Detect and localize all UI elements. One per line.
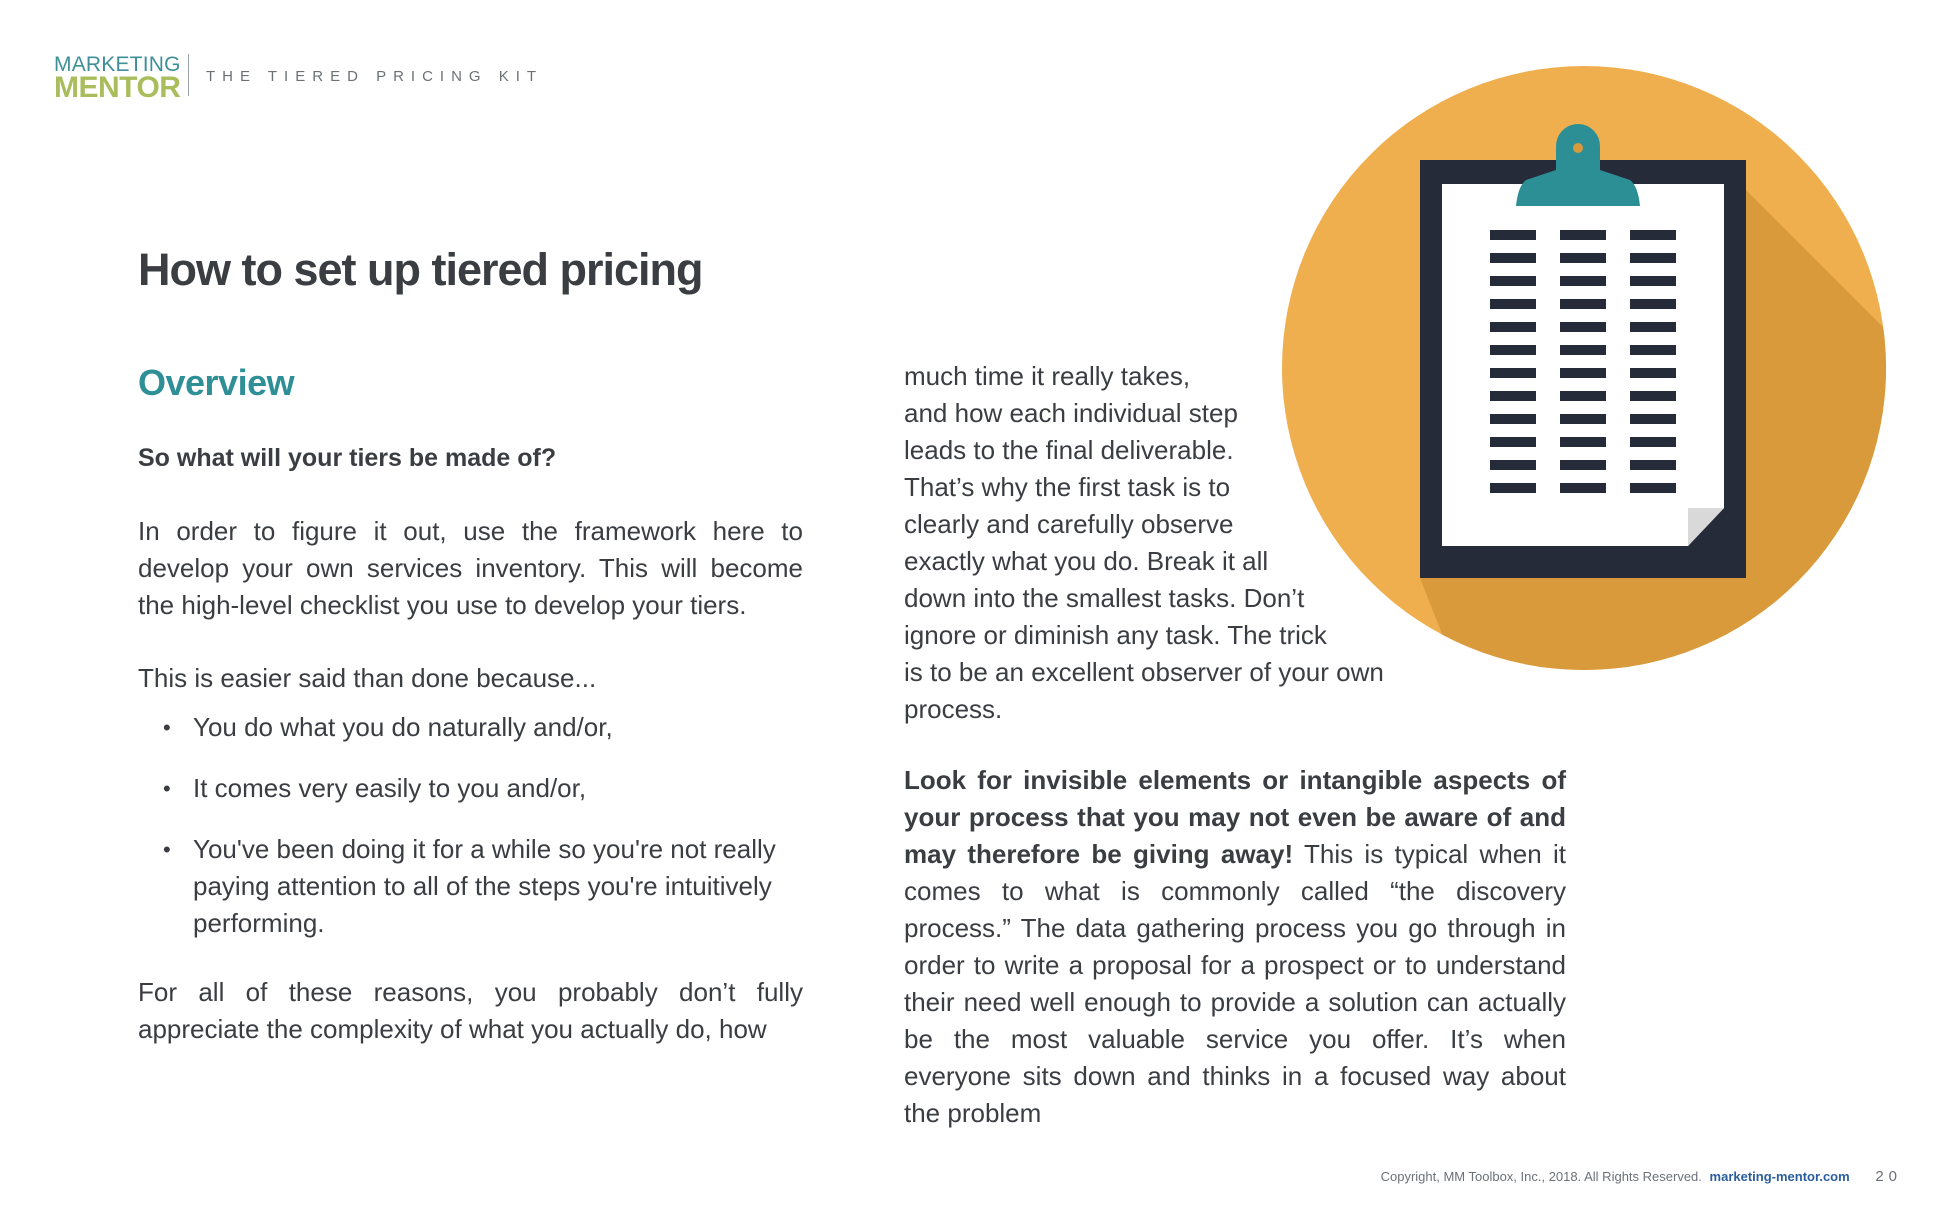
page-title: How to set up tiered pricing [138, 244, 703, 295]
text-line: is to be an excellent observer of your own [904, 657, 1384, 687]
checklist-line [1560, 345, 1606, 355]
checklist-line [1630, 276, 1676, 286]
text-line: leads to the final deliverable. [904, 435, 1234, 465]
checklist-line [1490, 460, 1536, 470]
page-number: 20 [1875, 1168, 1902, 1185]
checklist-line [1630, 322, 1676, 332]
checklist-line [1490, 230, 1536, 240]
checklist-line [1630, 345, 1676, 355]
framework-paragraph: In order to figure it out, use the framework here to develop your own services inventory. This will become the high-level checklist you use to develop your tiers. [138, 516, 803, 620]
checklist-line [1490, 322, 1536, 332]
copyright-text: Copyright, MM Toolbox, Inc., 2018. All Rights Reserved. [1380, 1169, 1702, 1184]
marketing-mentor-logo [54, 54, 181, 103]
list-item: • You do what you do naturally and/or, [138, 709, 803, 746]
checklist-line [1560, 276, 1606, 286]
checklist-line [1630, 253, 1676, 263]
checklist-line [1560, 230, 1606, 240]
checklist-line [1630, 483, 1676, 493]
bold-lead: Look for invisible elements or intangible aspects of your process that you may not even be aware of and may therefore be giving away! [904, 765, 1566, 869]
website-link[interactable]: marketing-mentor.com [1709, 1169, 1850, 1184]
checklist-line [1630, 414, 1676, 424]
checklist-line [1630, 368, 1676, 378]
checklist-line [1560, 437, 1606, 447]
checklist-line [1560, 299, 1606, 309]
checklist-line [1490, 345, 1536, 355]
footer [1381, 1168, 1902, 1185]
logo-line-marketing: MARKETING [54, 53, 181, 76]
clipboard-icon [1282, 66, 1886, 670]
right-column-bottom [904, 762, 1566, 1132]
reasons-list [138, 709, 803, 942]
checklist-line [1630, 299, 1676, 309]
checklist-line [1490, 253, 1536, 263]
header-divider [188, 54, 189, 96]
text-line: ignore or diminish any task. The trick [904, 620, 1327, 650]
invisible-elements-paragraph [904, 762, 1566, 1132]
text-line: exactly what you do. Break it all [904, 546, 1269, 576]
text-line: clearly and carefully observe [904, 509, 1234, 539]
reasons-paragraph: For all of these reasons, you probably don’t fully appreciate the complexity of what you actually do, how [138, 977, 803, 1044]
checklist-line [1630, 460, 1676, 470]
text-line: much time it really takes, [904, 361, 1191, 391]
text-line: That’s why the first task is to [904, 472, 1231, 502]
section-title-overview: Overview [138, 362, 295, 403]
list-item: • You've been doing it for a while so you're not really paying attention to all of the steps you're intuitively performing. [138, 831, 803, 942]
checklist-line [1630, 391, 1676, 401]
list-item: • It comes very easily to you and/or, [138, 770, 803, 807]
checklist-line [1630, 437, 1676, 447]
checklist-line [1490, 483, 1536, 493]
checklist-line [1560, 414, 1606, 424]
checklist-line [1490, 391, 1536, 401]
checklist-line [1560, 391, 1606, 401]
checklist-line [1490, 299, 1536, 309]
text-line: and how each individual step [904, 398, 1238, 428]
kit-title: THE TIERED PRICING KIT [206, 68, 544, 85]
checklist-line [1490, 276, 1536, 286]
checklist-line [1490, 368, 1536, 378]
checklist-line [1560, 368, 1606, 378]
checklist-line [1560, 460, 1606, 470]
text-line: process. [904, 694, 1003, 724]
checklist-line [1490, 437, 1536, 447]
checklist-line [1630, 230, 1676, 240]
checklist-line [1490, 414, 1536, 424]
logo-line-mentor: MENTOR [54, 71, 181, 104]
checklist-line [1560, 253, 1606, 263]
checklist-line [1560, 483, 1606, 493]
tiers-question: So what will your tiers be made of? [138, 444, 557, 472]
easier-said-paragraph: This is easier said than done because... [138, 663, 597, 693]
text-line: down into the smallest tasks. Don’t [904, 583, 1305, 613]
left-column [138, 440, 803, 1048]
discovery-text: This is typical when it comes to what is commonly called “the discovery process.” The data gathering process you go through in order to write a proposal for a prospect or to understand their need well enough to provide a solution can actually be the most valuable service you offer. It’s when everyone sits down and thinks in a focused way about the problem [904, 839, 1566, 1128]
checklist-line [1560, 322, 1606, 332]
